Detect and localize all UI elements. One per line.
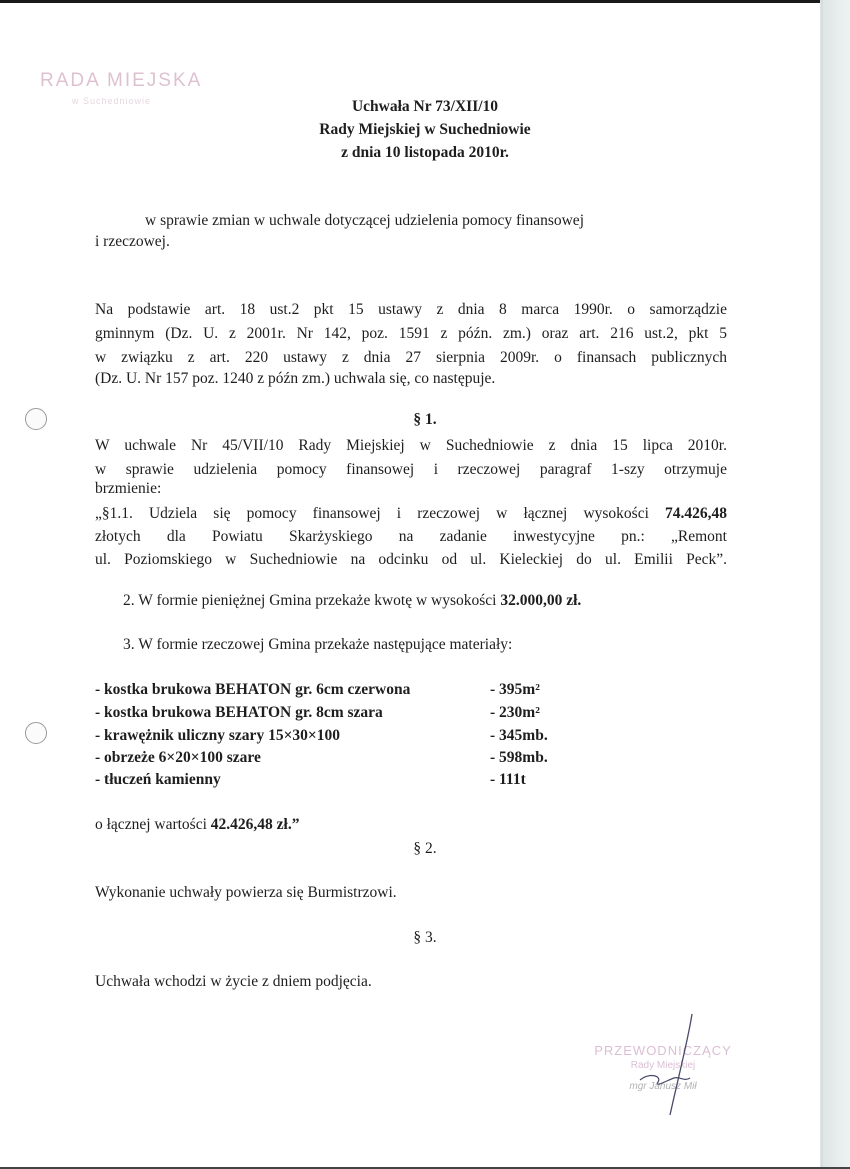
resolution-number: Uchwała Nr 73/XII/10 bbox=[351, 98, 499, 115]
quote-line-2: złotych dla Powiatu Skarżyskiego na zadanie inwestycyjne pn.: „Remont bbox=[95, 528, 727, 545]
stamp-rada-miejska: RADA MIEJSKA bbox=[40, 70, 203, 91]
punch-hole-lower bbox=[25, 722, 47, 744]
section-3-heading: § 3. bbox=[413, 929, 437, 946]
scan-edge-right bbox=[820, 0, 850, 1169]
point-2-text: 2. W formie pieniężnej Gmina przekaże kwotę w wysokości bbox=[123, 592, 501, 609]
stamp-chairman-council: Rady Miejskiej bbox=[630, 1060, 696, 1071]
subject-line-1: w sprawie zmian w uchwale dotyczącej udzielenia pomocy finansowej bbox=[145, 212, 584, 229]
section-3-text: Uchwała wchodzi w życie z dniem podjęcia. bbox=[95, 973, 372, 990]
basis-line-3: w związku z art. 220 ustawy z dnia 27 sierpnia 2009r. o finansach publicznych bbox=[95, 349, 727, 366]
resolution-council: Rady Miejskiej w Suchedniowie bbox=[319, 121, 531, 138]
material-qty: - 395m² bbox=[490, 681, 540, 698]
section-2-heading: § 2. bbox=[413, 840, 437, 857]
point-2 bbox=[123, 592, 581, 610]
material-qty: - 345mb. bbox=[490, 727, 548, 744]
quote-amount: 74.426,48 bbox=[665, 505, 727, 522]
material-qty: - 230m² bbox=[490, 704, 540, 721]
total-value bbox=[95, 816, 299, 834]
material-qty: - 598mb. bbox=[490, 749, 548, 766]
section-1-heading: § 1. bbox=[413, 411, 437, 428]
basis-line-4: (Dz. U. Nr 157 poz. 1240 z późn zm.) uchwala się, co następuje. bbox=[95, 370, 496, 387]
quote-line-1-text: „§1.1. Udziela się pomocy finansowej i rzeczowej w łącznej wysokości bbox=[95, 505, 665, 522]
resolution-date: z dnia 10 listopada 2010r. bbox=[341, 144, 509, 161]
section-1-intro-3: brzmienie: bbox=[95, 480, 162, 497]
total-value-amount: 42.426,48 zł.” bbox=[210, 816, 300, 833]
section-2-text: Wykonanie uchwały powierza się Burmistrzowi. bbox=[95, 884, 397, 901]
section-1-intro-1: W uchwale Nr 45/VII/10 Rady Miejskiej w Suchedniowie z dnia 15 lipca 2010r. bbox=[95, 437, 727, 454]
material-qty: - 111t bbox=[490, 771, 526, 788]
quote-line-3: ul. Poziomskiego w Suchedniowie na odcinku od ul. Kieleckiej do ul. Emilii Peck”. bbox=[95, 551, 727, 568]
material-name: - tłuczeń kamienny bbox=[95, 771, 221, 788]
handwritten-signature bbox=[610, 1010, 730, 1120]
stamp-rada-miejska-sub: w Suchedniowie bbox=[72, 96, 152, 106]
subject-line-2: i rzeczowej. bbox=[95, 233, 170, 250]
basis-line-1: Na podstawie art. 18 ust.2 pkt 15 ustawy z dnia 8 marca 1990r. o samorządzie bbox=[95, 301, 727, 318]
point-2-amount: 32.000,00 zł. bbox=[500, 592, 582, 609]
material-name: - obrzeże 6×20×100 szare bbox=[95, 749, 261, 766]
point-3: 3. W formie rzeczowej Gmina przekaże następujące materiały: bbox=[123, 636, 513, 653]
section-1-intro-2: w sprawie udzielenia pomocy finansowej i rzeczowej paragraf 1-szy otrzymuje bbox=[95, 461, 727, 478]
material-name: - kostka brukowa BEHATON gr. 8cm szara bbox=[95, 704, 383, 721]
quote-line-1 bbox=[95, 502, 727, 525]
material-name: - krawężnik uliczny szary 15×30×100 bbox=[95, 727, 340, 744]
scan-edge-top bbox=[0, 0, 850, 3]
stamp-chairman-name: mgr Janusz Mił bbox=[629, 1081, 697, 1092]
stamp-chairman-title: PRZEWODNICZĄCY bbox=[594, 1043, 732, 1058]
basis-line-2: gminnym (Dz. U. z 2001r. Nr 142, poz. 1591 z późn. zm.) oraz art. 216 ust.2, pkt 5 bbox=[95, 325, 727, 342]
material-name: - kostka brukowa BEHATON gr. 6cm czerwona bbox=[95, 681, 411, 698]
total-value-text: o łącznej wartości bbox=[95, 816, 211, 833]
